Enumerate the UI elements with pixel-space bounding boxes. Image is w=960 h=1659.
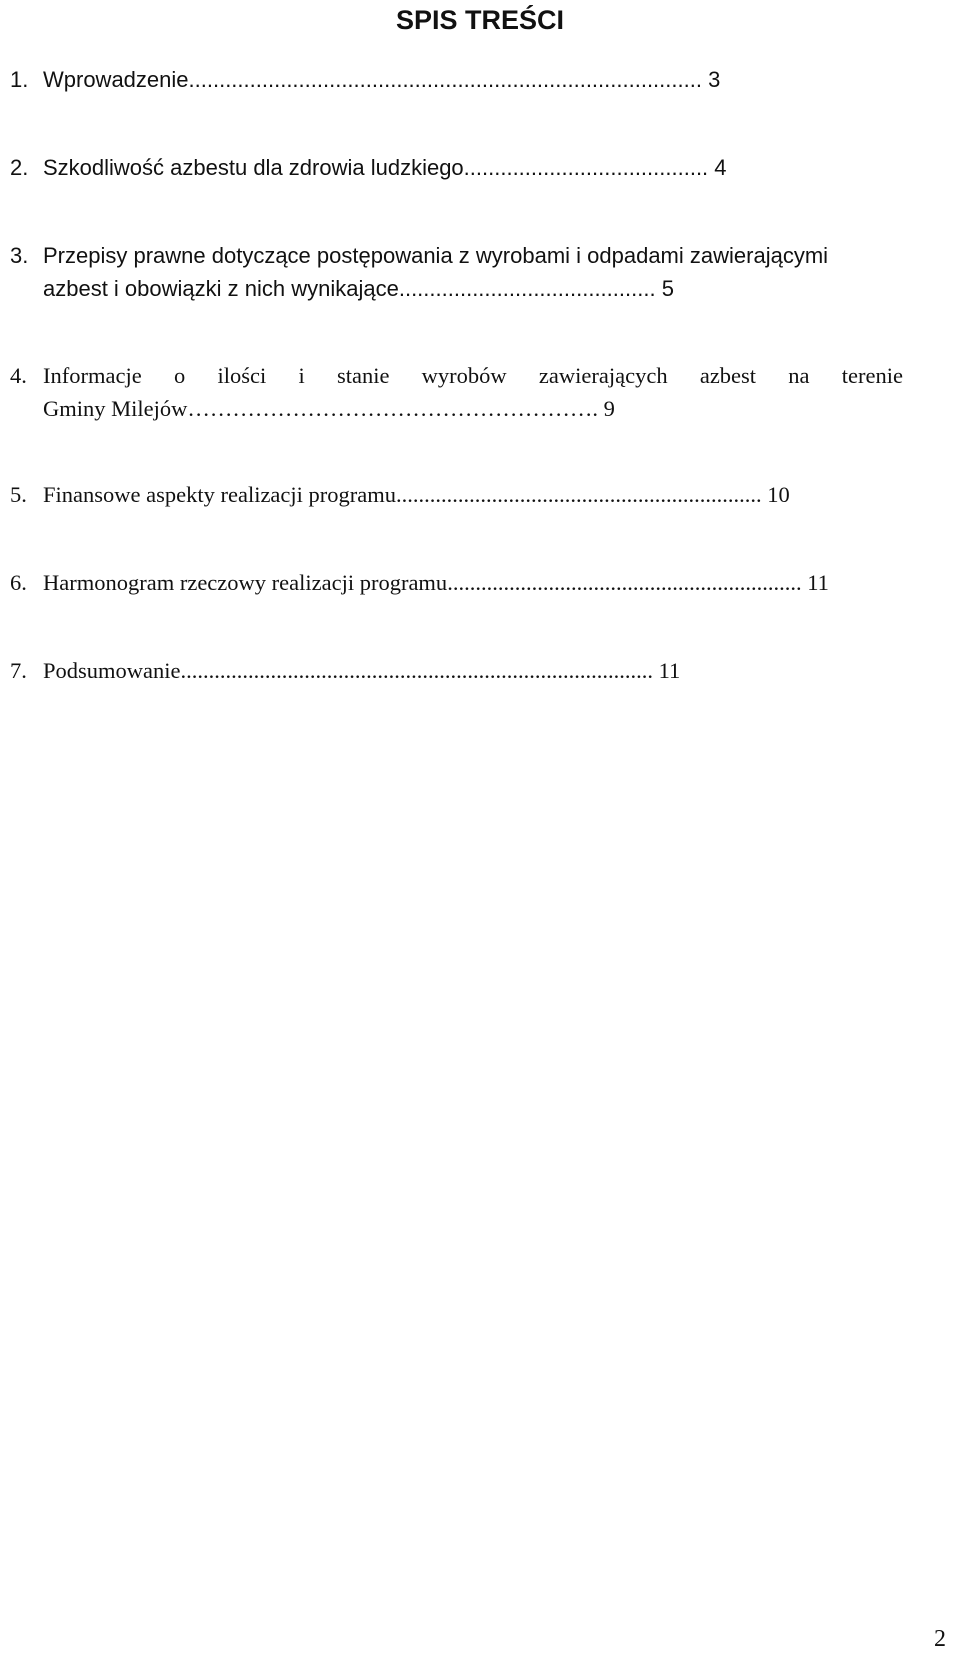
toc-entry-page: 9	[603, 396, 615, 421]
toc-entry-2[interactable]	[10, 151, 727, 184]
toc-entry-number: 4.	[10, 363, 27, 388]
toc-entry-number: 3.	[10, 243, 29, 268]
toc-entry-leader: ..........................................	[398, 276, 656, 301]
toc-entry-leader: ....................................................................................	[188, 67, 702, 92]
toc-entry-page: 11	[807, 570, 829, 595]
toc-entry-leader: ……………………………………………….	[187, 396, 598, 421]
toc-entry-6[interactable]	[10, 566, 829, 599]
toc-entry-text: Szkodliwość azbestu dla zdrowia ludzkiego	[43, 155, 464, 180]
toc-entry-page: 4	[714, 155, 727, 180]
toc-entry-number: 6.	[10, 570, 27, 595]
toc-entry-text: Podsumowanie	[43, 658, 181, 683]
toc-entry-leader: ...............................................................	[447, 570, 802, 595]
toc-entry-number: 7.	[10, 658, 27, 683]
toc-entry-text-line2: Gminy Milejów	[43, 396, 188, 421]
toc-entry-text: Finansowe aspekty realizacji programu	[43, 482, 397, 507]
toc-entry-page: 10	[767, 482, 790, 507]
toc-entry-4[interactable]	[10, 359, 903, 425]
toc-entry-text-line1: Informacje o ilości i stanie wyrobów zawierających azbest na terenie	[43, 363, 903, 388]
toc-entry-page: 3	[708, 67, 721, 92]
toc-entry-text-line2: azbest i obowiązki z nich wynikające	[43, 276, 399, 301]
page-title: SPIS TREŚCI	[395, 5, 565, 35]
page-number: 2	[934, 1626, 946, 1652]
toc-entry-leader: ........................................	[463, 155, 709, 180]
toc-entry-leader: .................................................................	[396, 482, 762, 507]
toc-entry-text: Harmonogram rzeczowy realizacji programu	[43, 570, 448, 595]
toc-entry-1[interactable]	[10, 63, 720, 96]
toc-entry-page: 5	[661, 276, 674, 301]
toc-entry-text-line1: Przepisy prawne dotyczące postępowania z wyrobami i odpadami zawierającymi	[43, 243, 829, 268]
toc-entry-3[interactable]	[10, 239, 828, 305]
toc-entry-5[interactable]	[10, 478, 790, 511]
toc-entry-number: 1.	[10, 67, 29, 92]
toc-entry-page: 11	[658, 658, 681, 683]
toc-entry-number: 2.	[10, 155, 29, 180]
toc-entry-leader: ....................................................................................	[180, 658, 653, 683]
toc-entry-7[interactable]	[10, 654, 680, 687]
toc-entry-number: 5.	[10, 482, 27, 507]
toc-entry-text: Wprowadzenie	[43, 67, 189, 92]
